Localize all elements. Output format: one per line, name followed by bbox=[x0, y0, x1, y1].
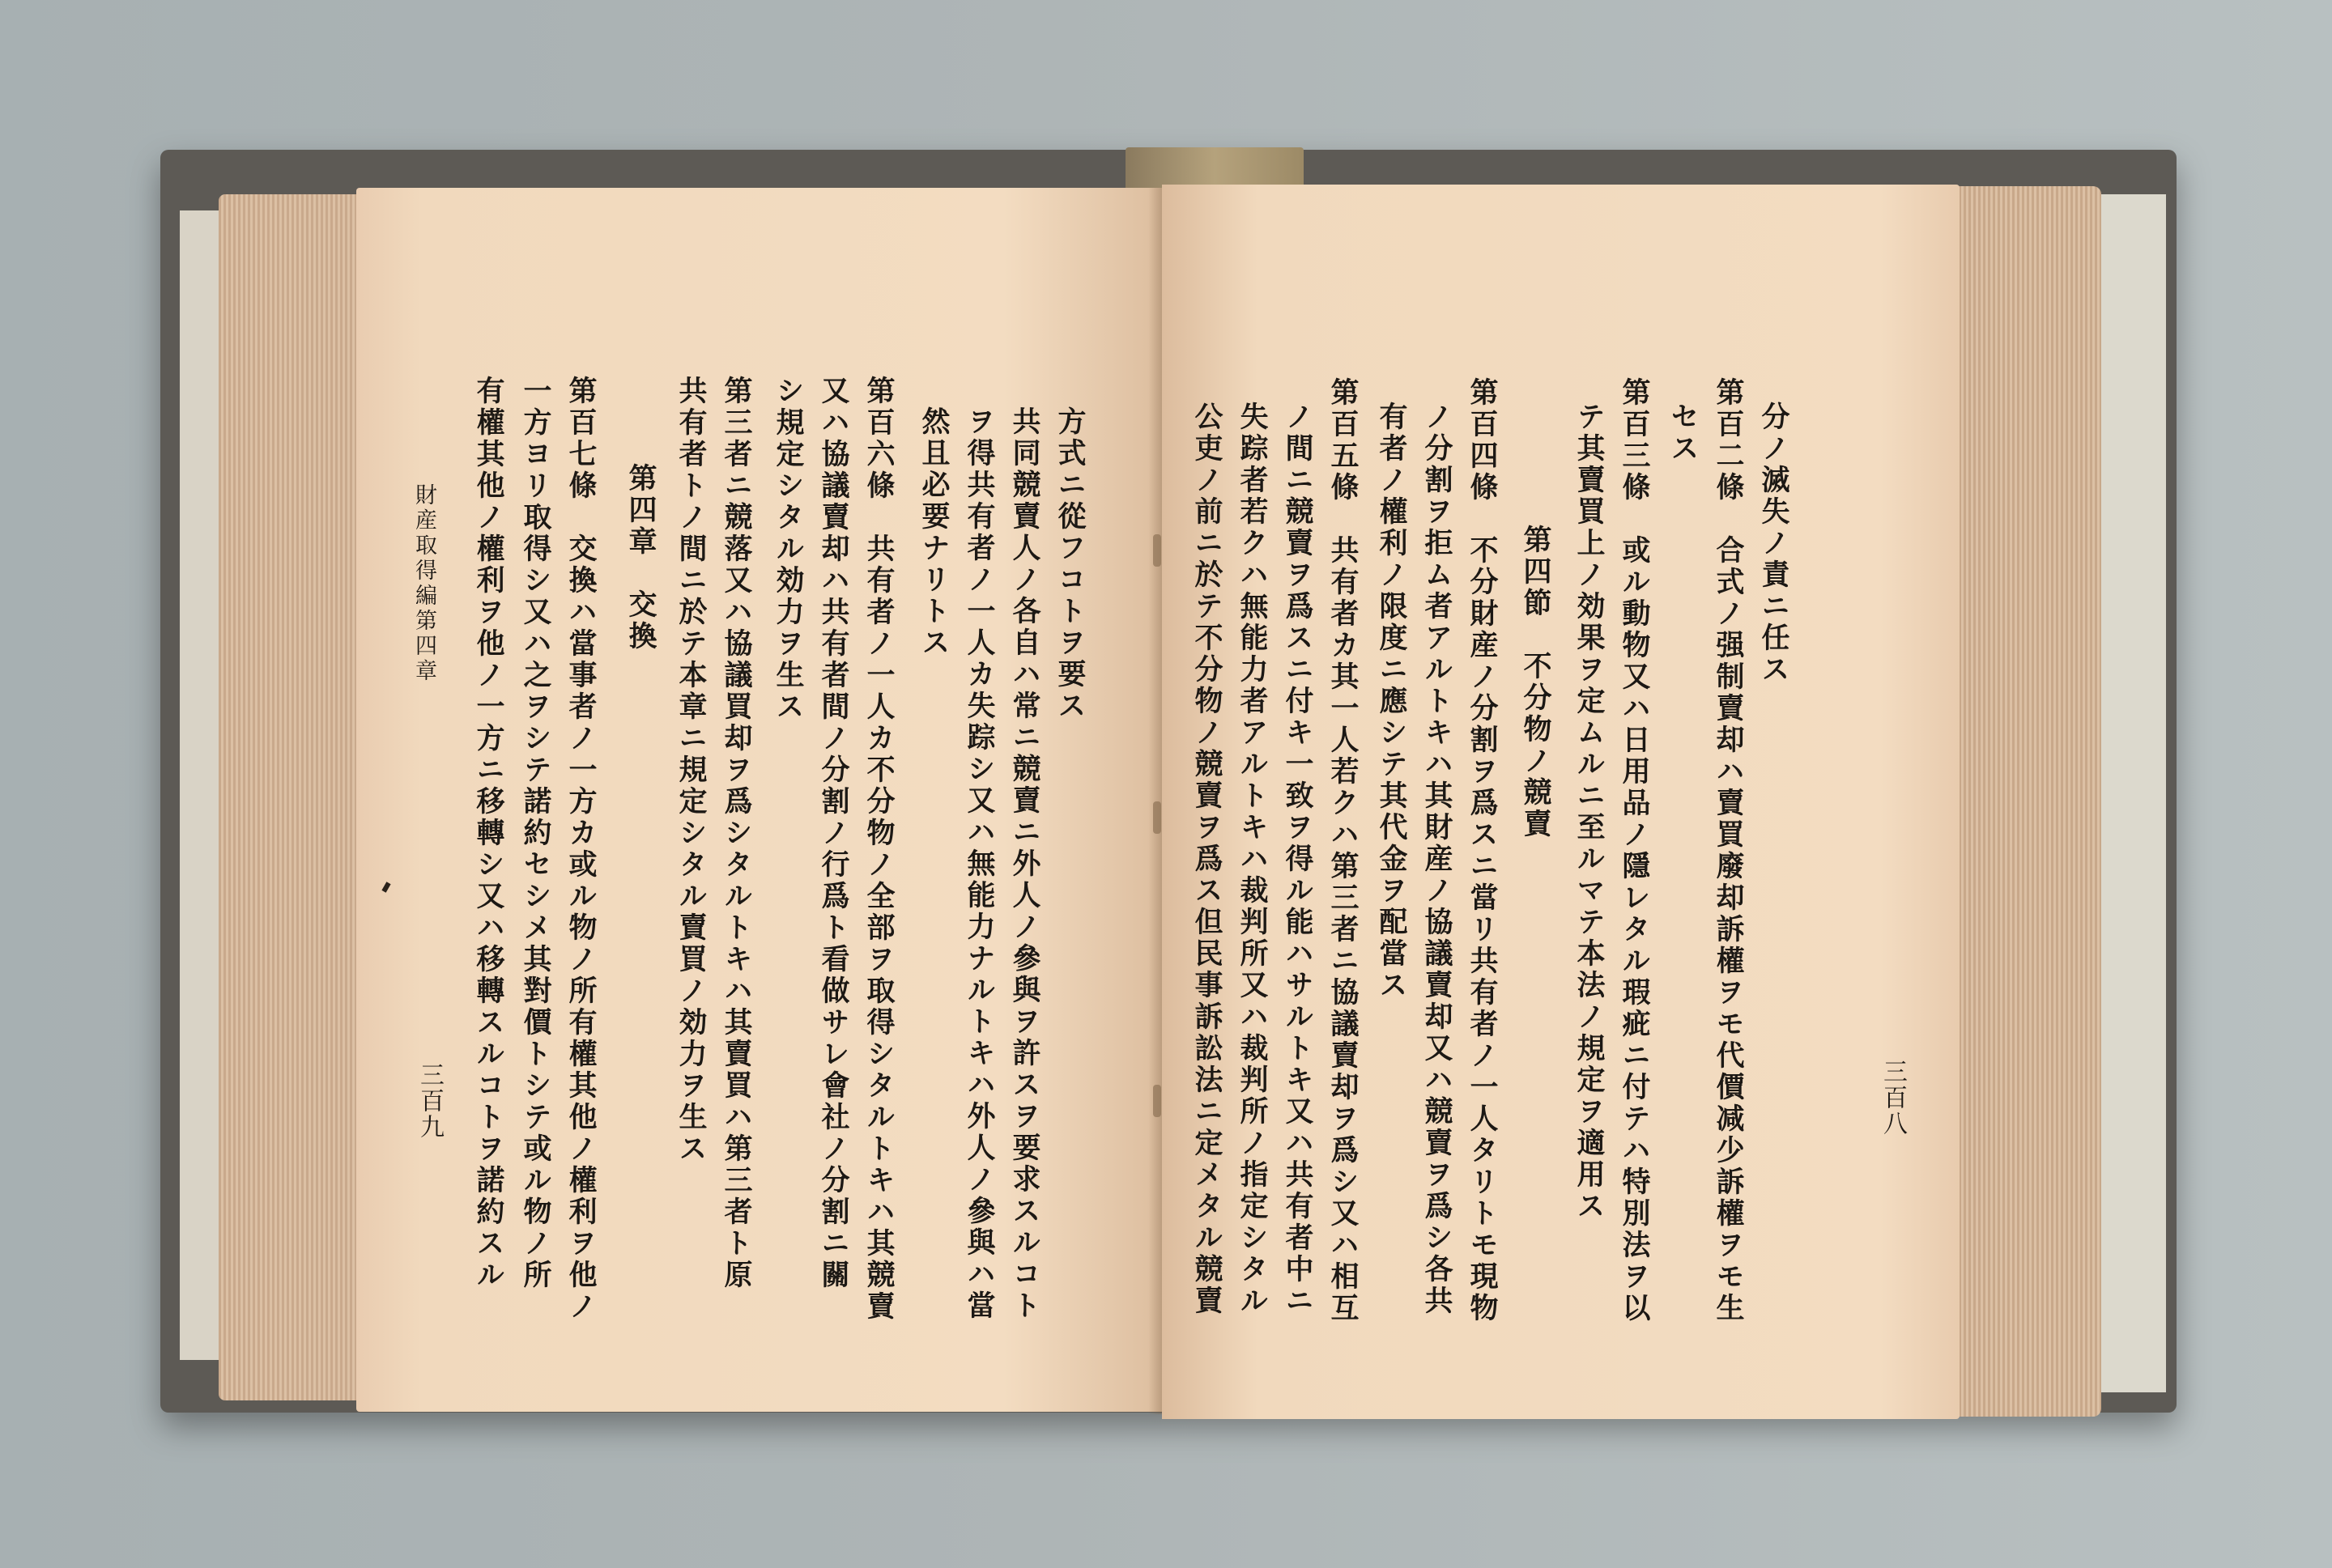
stitch-mark bbox=[1153, 534, 1161, 567]
left-page-edges bbox=[219, 194, 364, 1400]
text-column: 第三者ニ競落又ハ協議買却ヲ爲シタルトキハ其賣買ハ第三者ト原 bbox=[720, 376, 753, 1291]
article-heading: 第百三條 或ル動物又ハ日用品ノ隱レタル瑕疵ニ付テハ特別法ヲ以 bbox=[1618, 377, 1651, 1324]
text-column: シ規定シタル効力ヲ生ス bbox=[772, 376, 805, 723]
text-column: ヲ得共有者ノ一人カ失踪シ又ハ無能力ナルトキハ外人ノ參與ハ當 bbox=[963, 406, 996, 1322]
text-column: 失踪者若クハ無能力者アルトキハ裁判所又ハ裁判所ノ指定シタル bbox=[1236, 402, 1269, 1317]
ink-speck bbox=[381, 882, 390, 892]
text-column: 然且必要ナリトス bbox=[917, 406, 951, 659]
text-column: ノ間ニ競賣ヲ爲スニ付キ一致ヲ得ル能ハサルトキ又ハ共有者中ニ bbox=[1281, 402, 1314, 1317]
article-heading: 第百五條 共有者カ其一人若クハ第三者ニ協議賣却ヲ爲シ又ハ相互 bbox=[1326, 377, 1360, 1324]
article-heading: 第百七條 交換ハ當事者ノ一方カ或ル物ノ所有權其他ノ權利ヲ他ノ bbox=[564, 376, 598, 1323]
stitch-mark bbox=[1153, 801, 1161, 834]
text-column: 有者ノ權利ノ限度ニ應シテ其代金ヲ配當ス bbox=[1375, 402, 1408, 1001]
text-column: 方式ニ從フコトヲ要ス bbox=[1053, 406, 1087, 722]
text-column: テ其賣買上ノ効果ヲ定ムルニ至ルマテ本法ノ規定ヲ適用ス bbox=[1572, 402, 1606, 1222]
right-page-edges bbox=[1951, 186, 2101, 1417]
text-column: 公吏ノ前ニ於テ不分物ノ競賣ヲ爲ス但民事訴訟法ニ定メタル競賣 bbox=[1190, 402, 1223, 1317]
text-column: 又ハ協議賣却ハ共有者間ノ分割ノ行爲ト看做サレ會社ノ分割ニ關 bbox=[817, 376, 850, 1291]
article-heading: 第百四條 不分財産ノ分割ヲ爲スニ當リ共有者ノ一人タリトモ現物 bbox=[1466, 377, 1499, 1324]
chapter-heading: 第四章 交換 bbox=[624, 463, 657, 652]
text-column: 共同競賣人ノ各自ハ常ニ競賣ニ外人ノ參與ヲ許スヲ要求スルコト bbox=[1008, 406, 1041, 1322]
right-endpaper bbox=[2097, 194, 2166, 1392]
stitch-mark bbox=[1153, 1085, 1161, 1117]
page-number: 三百九 bbox=[415, 1062, 444, 1140]
section-heading: 第四節 不分物ノ競賣 bbox=[1519, 525, 1552, 840]
page-number: 三百八 bbox=[1879, 1059, 1907, 1137]
text-column: 有權其他ノ權利ヲ他ノ一方ニ移轉シ又ハ移轉スルコトヲ諾約スル bbox=[472, 376, 505, 1291]
article-heading: 第百六條 共有者ノ一人カ不分物ノ全部ヲ取得シタルトキハ其競賣 bbox=[862, 376, 896, 1323]
running-head: 財産取得編第四章 bbox=[411, 483, 436, 684]
text-column: 共有者トノ間ニ於テ本章ニ規定シタル賣買ノ効力ヲ生ス bbox=[674, 376, 708, 1165]
text-column: ノ分割ヲ拒ム者アルトキハ其財産ノ協議賣却又ハ競賣ヲ爲シ各共 bbox=[1420, 402, 1453, 1317]
text-column: 一方ヨリ取得シ又ハ之ヲシテ諾約セシメ其對價トシテ或ル物ノ所 bbox=[519, 376, 552, 1291]
text-column: セス bbox=[1666, 402, 1700, 465]
right-page bbox=[1162, 185, 1960, 1419]
article-heading: 第百二條 合式ノ强制賣却ハ賣買廢却訴權ヲモ代價减少訴權ヲモ生 bbox=[1712, 377, 1745, 1324]
left-page bbox=[356, 188, 1166, 1412]
text-column: 分ノ滅失ノ責ニ任ス bbox=[1757, 402, 1790, 686]
